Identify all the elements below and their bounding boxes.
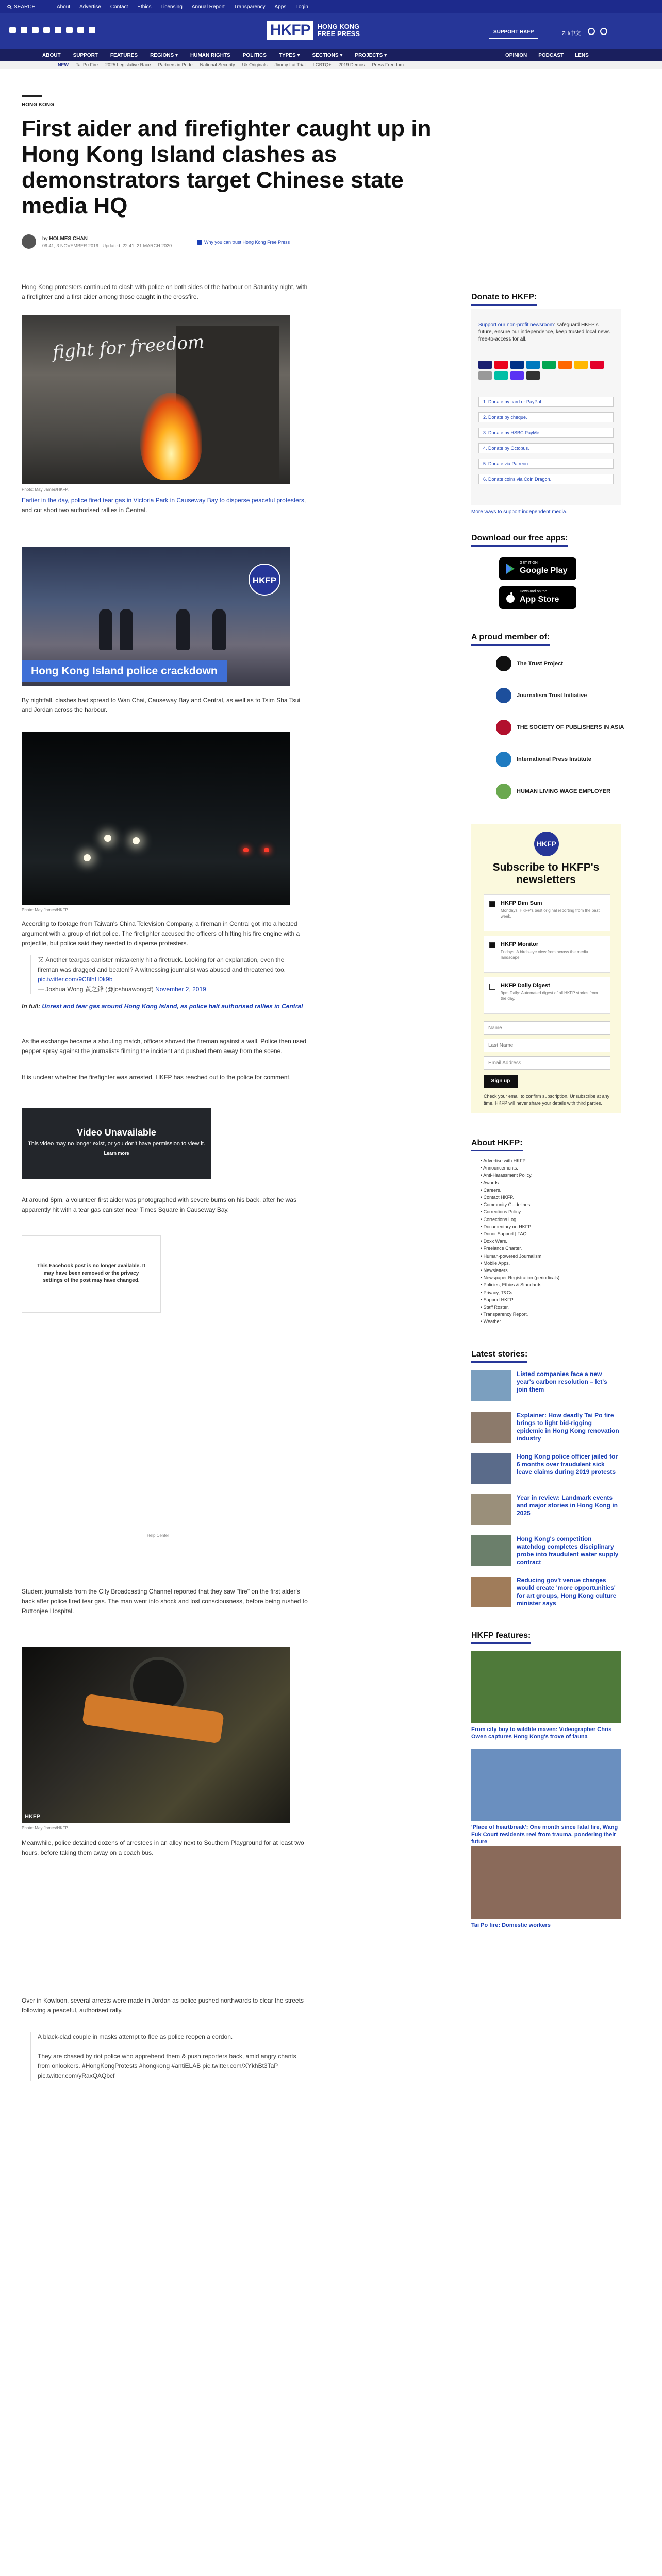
- apps-heading: Download our free apps:: [471, 534, 568, 547]
- latest-story[interactable]: Hong Kong police officer jailed for 6 months over fraudulent sick leave claims during 2019 protests: [471, 1453, 621, 1486]
- nav-types[interactable]: TYPES ▾: [278, 53, 300, 58]
- social-links: [9, 27, 95, 33]
- payment-card-icon: [526, 371, 540, 380]
- payment-card-icon: [510, 361, 524, 369]
- member-trust-project[interactable]: The Trust Project: [496, 653, 563, 674]
- article-paragraph: Earlier in the day, police fired tear gas in Victoria Park in Causeway Bay to disperse peaceful protesters, and cut short two authorised rallies in Central.: [22, 497, 306, 514]
- youtube-icon[interactable]: [66, 27, 73, 33]
- payment-methods: [478, 361, 613, 380]
- video-badge: HKFP: [249, 564, 280, 596]
- payment-card-icon: [494, 361, 508, 369]
- latest-story[interactable]: Listed companies face a new year's carbon resolution – let's join them: [471, 1370, 621, 1403]
- about-link[interactable]: • Advertise with HKFP.: [481, 1157, 620, 1164]
- feature-story[interactable]: 'Place of heartbreak': One month since fatal fire, Wang Fuk Court residents reel from trauma, pondering their future: [471, 1749, 621, 1845]
- about-link[interactable]: • Staff Roster.: [481, 1303, 620, 1311]
- jti-logo-icon: [496, 688, 511, 703]
- google-play-button[interactable]: GET IT ON Google Play: [499, 557, 576, 580]
- donate-option-octopus[interactable]: 4. Donate by Octopus.: [478, 443, 614, 453]
- nav-features[interactable]: FEATURES: [110, 53, 138, 58]
- image-caption: Photo: May James/HKFP.: [22, 1826, 69, 1831]
- trending-bar: [0, 61, 662, 69]
- article-image-riot-police: [22, 1647, 290, 1823]
- more-ways-link[interactable]: More ways to support independent media.: [471, 509, 568, 515]
- tweet-pic-link[interactable]: pic.twitter.com/9C8lhH0k9b: [38, 976, 113, 983]
- search-button[interactable]: [7, 4, 36, 10]
- story-thumbnail: [471, 1494, 511, 1525]
- trending-item[interactable]: National Security: [200, 62, 235, 67]
- embedded-tweet: 又 Another teargas canister mistakenly hit a firetruck. Looking for an explanation, even the fireman was dragged and beaten!? A witnessing journalist was abused and threatened too. pic.twitter.com/9C8lhH0k9b — Joshua Wong 黃之鋒 (@joshuawongcf) November 2, 2019: [30, 955, 298, 994]
- google-play-icon: [505, 563, 516, 574]
- search-label: SEARCH: [14, 4, 36, 10]
- image-figure: [99, 609, 112, 650]
- about-link[interactable]: • Freelance Charter.: [481, 1245, 620, 1252]
- published-date: 09:41, 3 NOVEMBER 2019: [42, 243, 99, 248]
- feature-thumbnail: [471, 1846, 621, 1919]
- in-full-line: In full: Unrest and tear gas around Hong Kong Island, as police halt authorised rallies in Central: [22, 1003, 303, 1010]
- feature-story[interactable]: From city boy to wildlife maven: Videographer Chris Owen captures Hong Kong's trove of fauna: [471, 1651, 621, 1740]
- app-store-button[interactable]: Download on the App Store: [499, 586, 576, 609]
- about-links: [481, 1157, 620, 1326]
- payment-card-icon: [574, 361, 588, 369]
- video-unavailable-title: Video Unavailable: [77, 1127, 156, 1138]
- article-paragraph: By nightfall, clashes had spread to Wan Chai, Causeway Bay and Central, as well as to Tsim Sha Tsui and Jordan across the harbour.: [22, 697, 301, 714]
- living-wage-logo-icon: [496, 784, 511, 799]
- utility-link-contact[interactable]: Contact: [110, 4, 128, 10]
- story-thumbnail: [471, 1535, 511, 1566]
- trust-link[interactable]: Why you can trust Hong Kong Free Press: [197, 240, 290, 245]
- article-paragraph: Hong Kong protesters continued to clash with police on both sides of the harbour on Saturday night, with a firefighter and a first aider among those caught in the crossfire.: [22, 283, 308, 300]
- donate-box: [471, 309, 621, 505]
- member-jti[interactable]: Journalism Trust Initiative: [496, 685, 587, 706]
- last-name-field[interactable]: Last Name: [484, 1039, 610, 1052]
- donate-text: Support our non-profit newsroom: safeguard HKFP's future, ensure our independence, keep trusted local news free-to-access for all.: [478, 322, 610, 342]
- author-line: by HOLMES CHAN: [42, 236, 88, 242]
- newsletter-title: Subscribe to HKFP's newsletters: [492, 861, 600, 886]
- nav-politics[interactable]: POLITICS: [242, 53, 267, 58]
- about-link[interactable]: • Corrections Policy.: [481, 1208, 620, 1215]
- image-taillight: [264, 848, 269, 852]
- payment-card-icon: [478, 371, 492, 380]
- in-full-link[interactable]: Unrest and tear gas around Hong Kong Island, as police halt authorised rallies in Central: [42, 1003, 303, 1010]
- sopa-logo-icon: [496, 720, 511, 735]
- first-name-field[interactable]: Name: [484, 1021, 610, 1035]
- top-utility-bar: [0, 0, 662, 13]
- newsletter-option-daily-digest[interactable]: HKFP Daily Digest 9pm Daily: Automated digest of all HKFP stories from the day.: [484, 977, 610, 1014]
- video-unavailable-text: This video may no longer exist, or you don't have permission to view it.: [28, 1141, 205, 1147]
- nav-sections[interactable]: SECTIONS ▾: [312, 53, 343, 58]
- trending-item[interactable]: 2025 Legislative Race: [105, 62, 151, 67]
- story-thumbnail: [471, 1370, 511, 1401]
- payment-card-icon: [542, 361, 556, 369]
- newsletter-option-monitor[interactable]: HKFP Monitor Fridays: A birds-eye view from across the media landscape.: [484, 936, 610, 973]
- checkbox-unchecked[interactable]: [489, 984, 495, 990]
- brand-actions: [588, 28, 607, 35]
- trending-item[interactable]: 2019 Demos: [338, 62, 365, 67]
- support-hkfp-button[interactable]: SUPPORT HKFP: [489, 26, 538, 39]
- main-navigation: [0, 49, 662, 61]
- image-figure: [212, 609, 226, 650]
- newsletter-signup-button[interactable]: Sign up: [484, 1075, 518, 1088]
- trending-new-label: NEW: [58, 62, 69, 67]
- trending-item[interactable]: LGBTQ+: [312, 62, 332, 67]
- trust-icon: [197, 240, 202, 245]
- trending-item[interactable]: Tai Po Fire: [76, 62, 98, 67]
- payment-card-icon: [526, 361, 540, 369]
- category-rule: [22, 95, 42, 97]
- feature-story[interactable]: Tai Po fire: Domestic workers: [471, 1846, 621, 1929]
- help-center-link[interactable]: Help Center: [147, 1533, 169, 1538]
- image-caption: Photo: May James/HKFP.: [22, 487, 69, 492]
- about-link[interactable]: • Human-powered Journalism.: [481, 1252, 620, 1260]
- about-link[interactable]: • Newspaper Registration (periodicals).: [481, 1274, 620, 1281]
- threads-icon[interactable]: [43, 27, 50, 33]
- donate-option-patreon[interactable]: 5. Donate via Patreon.: [478, 459, 614, 469]
- donate-option-cheque[interactable]: 2. Donate by cheque.: [478, 412, 614, 422]
- brand-header: [0, 13, 662, 49]
- member-heading: A proud member of:: [471, 633, 550, 646]
- video-unavailable-embed: [22, 1108, 211, 1179]
- trending-item[interactable]: Press Freedom: [372, 62, 404, 67]
- nav-opinion[interactable]: OPINION: [505, 53, 527, 58]
- about-link[interactable]: • Weather.: [481, 1318, 620, 1325]
- donate-link[interactable]: Support our non-profit newsroom: [478, 322, 554, 328]
- article-category[interactable]: HONG KONG: [22, 102, 54, 108]
- checkbox-checked[interactable]: [489, 901, 495, 907]
- utility-links: [57, 4, 308, 10]
- utility-link-licensing[interactable]: Licensing: [160, 4, 183, 10]
- member-sopa[interactable]: THE SOCIETY OF PUBLISHERS IN ASIA: [496, 717, 624, 738]
- about-link[interactable]: • Contact HKFP.: [481, 1194, 620, 1201]
- about-link[interactable]: • Awards.: [481, 1179, 620, 1187]
- article-paragraph: It is unclear whether the firefighter was arrested. HKFP has reached out to the police for comment.: [22, 1074, 291, 1081]
- article-image-night-street: [22, 732, 290, 905]
- image-caption: Photo: May James/HKFP.: [22, 908, 69, 912]
- payment-card-icon: [590, 361, 604, 369]
- about-link[interactable]: • Careers.: [481, 1187, 620, 1194]
- article-paragraph: Over in Kowloon, several arrests were made in Jordan as police pushed northwards to clear the streets following a peaceful, authorised rally.: [22, 1997, 304, 2014]
- article-headline: First aider and firefighter caught up in Hong Kong Island clashes as demonstrators target Chinese state media HQ: [22, 116, 432, 218]
- nav-podcast[interactable]: PODCAST: [538, 53, 564, 58]
- article-paragraph: According to footage from Taiwan's China Television Company, a fireman in Central got into a heated argument with a group of riot police. The firefighter accused the officers of hitting his fire engine with a projectile, but police said they needed to disperse protesters.: [22, 920, 300, 947]
- trending-item[interactable]: Partners in Pride: [158, 62, 193, 67]
- nav-projects[interactable]: PROJECTS ▾: [355, 53, 387, 58]
- search-circle-icon[interactable]: [588, 28, 595, 35]
- nav-lens[interactable]: LENS: [575, 53, 589, 58]
- donate-option-payme[interactable]: 3. Donate by HSBC PayMe.: [478, 428, 614, 438]
- instagram-icon[interactable]: [32, 27, 39, 33]
- linkedin-icon[interactable]: [55, 27, 61, 33]
- feature-thumbnail: [471, 1749, 621, 1821]
- newsletter-badge: HKFP: [534, 832, 559, 856]
- article-paragraph: Meanwhile, police detained dozens of arrestees in an alley next to Southern Playground for at least two hours, before taking them away on a coach bus.: [22, 1839, 304, 1856]
- utility-link-apps[interactable]: Apps: [274, 4, 287, 10]
- image-headlight: [84, 854, 91, 861]
- learn-more-link[interactable]: Learn more: [104, 1150, 129, 1156]
- image-taillight: [243, 848, 249, 852]
- story-thumbnail: [471, 1453, 511, 1484]
- features-heading: HKFP features:: [471, 1631, 531, 1644]
- image-flames: [140, 393, 202, 480]
- newsletter-box: [471, 824, 621, 1113]
- telegram-icon[interactable]: [89, 27, 95, 33]
- about-link[interactable]: • Privacy, T&Cs.: [481, 1289, 620, 1296]
- about-link[interactable]: • Community Guidelines.: [481, 1201, 620, 1208]
- donate-option-card[interactable]: 1. Donate by card or PayPal.: [478, 397, 614, 407]
- updated-date: Updated: 22:41, 21 MARCH 2020: [102, 243, 172, 248]
- x-icon[interactable]: [21, 27, 27, 33]
- member-living-wage[interactable]: HUMAN LIVING WAGE EMPLOYER: [496, 781, 610, 802]
- image-watermark: HKFP: [25, 1814, 40, 1820]
- video-banner: Hong Kong Island police crackdown: [22, 660, 227, 682]
- payment-card-icon: [510, 371, 524, 380]
- article-paragraph: Student journalists from the City Broadcasting Channel reported that they saw "fire" on the first aider's back after police fired tear gas. The man went into shock and lost consciousness, before being rushed to Ruttonjee Hospital.: [22, 1588, 308, 1615]
- nav-regions[interactable]: REGIONS ▾: [150, 53, 178, 58]
- nav-human-rights[interactable]: HUMAN RIGHTS: [190, 53, 230, 58]
- logo-words: HONG KONG FREE PRESS: [317, 23, 360, 38]
- utility-link-about[interactable]: About: [57, 4, 71, 10]
- about-link[interactable]: • Newsletters.: [481, 1267, 620, 1274]
- about-link[interactable]: • Support HKFP.: [481, 1296, 620, 1303]
- trust-project-logo-icon: [496, 656, 511, 671]
- payment-card-icon: [494, 371, 508, 380]
- latest-story[interactable]: Year in review: Landmark events and major stories in Hong Kong in 2025: [471, 1494, 621, 1527]
- donate-heading: Donate to HKFP:: [471, 293, 537, 306]
- feature-thumbnail: [471, 1651, 621, 1723]
- facebook-unavailable-embed: [22, 1235, 161, 1313]
- latest-story[interactable]: Reducing gov't venue charges would create 'more opportunities' for art groups, Hong Kong culture minister says: [471, 1577, 621, 1609]
- payment-card-icon: [478, 361, 492, 369]
- checkbox-checked[interactable]: [489, 942, 495, 948]
- latest-heading: Latest stories:: [471, 1350, 527, 1363]
- video-thumbnail[interactable]: [22, 547, 290, 686]
- utility-link-login[interactable]: Login: [295, 4, 308, 10]
- member-ipi[interactable]: International Press Institute: [496, 749, 591, 770]
- about-link[interactable]: • Anti-Harassment Policy.: [481, 1172, 620, 1179]
- article-dates: [42, 243, 172, 248]
- nav-about[interactable]: ABOUT: [42, 53, 61, 58]
- author-avatar: [22, 234, 36, 249]
- latest-story[interactable]: Explainer: How deadly Tai Po fire brings to light bid-rigging epidemic in Hong Kong renovation industry: [471, 1412, 621, 1445]
- article-paragraph: As the exchange became a shouting match, officers shoved the fireman against a wall. Police then used pepper spray against the journalists filming the incident and pushed them away from the scene.: [22, 1038, 307, 1055]
- latest-story[interactable]: Hong Kong's competition watchdog completes disciplinary probe into fraudulent water supply contract: [471, 1535, 621, 1568]
- utility-link-transparency[interactable]: Transparency: [234, 4, 266, 10]
- language-switch[interactable]: ZH/中文: [562, 31, 581, 37]
- facebook-icon[interactable]: [9, 27, 16, 33]
- article-link[interactable]: Earlier in the day, police fired tear gas in Victoria Park in Causeway Bay to disperse peaceful protesters: [22, 497, 304, 504]
- story-thumbnail: [471, 1412, 511, 1443]
- user-icon[interactable]: [600, 28, 607, 35]
- about-link[interactable]: • Announcements.: [481, 1164, 620, 1172]
- newsletter-note: Check your email to confirm subscription. Unsubscribe at any time. HKFP will never share your details with third parties.: [484, 1094, 610, 1106]
- payment-card-icon: [558, 361, 572, 369]
- utility-link-advertise[interactable]: Advertise: [79, 4, 101, 10]
- ipi-logo-icon: [496, 752, 511, 767]
- image-headlight: [133, 837, 140, 844]
- author-name[interactable]: HOLMES CHAN: [49, 236, 88, 242]
- about-link[interactable]: • Mobile Apps.: [481, 1260, 620, 1267]
- facebook-unavailable-text: This Facebook post is no longer available. It may have been removed or the privacy settings of the post may have changed.: [37, 1263, 146, 1283]
- email-field[interactable]: Email Address: [484, 1056, 610, 1070]
- about-link[interactable]: • Donor Support | FAQ.: [481, 1230, 620, 1238]
- about-link[interactable]: • Policies, Ethics & Standards.: [481, 1281, 620, 1289]
- byline: [22, 234, 455, 253]
- logo-mark: HKFP: [267, 21, 313, 40]
- about-link[interactable]: • Transparency Report.: [481, 1311, 620, 1318]
- about-link[interactable]: • Doxx Wars.: [481, 1238, 620, 1245]
- trending-item[interactable]: Uk Originals: [242, 62, 268, 67]
- article-image-fire: [22, 315, 290, 484]
- about-link[interactable]: • Corrections Log.: [481, 1216, 620, 1223]
- image-figure: [176, 609, 190, 650]
- image-headlight: [104, 835, 111, 842]
- tweet-date-link[interactable]: November 2, 2019: [155, 986, 206, 993]
- embedded-tweet: A black-clad couple in masks attempt to flee as police reopen a cordon. They are chased by riot police who apprehend them & push reporters back, amid angry chants from onlookers. #HongKongProtests #hongkong #antiELAB pic.twitter.com/XYkhBt3TaP pic.twitter.com/yRaxQAQbcf: [30, 2032, 298, 2081]
- image-figure: [120, 609, 133, 650]
- about-heading: About HKFP:: [471, 1139, 523, 1151]
- site-logo[interactable]: [267, 21, 360, 40]
- utility-link-annual-report[interactable]: Annual Report: [191, 4, 225, 10]
- trending-item[interactable]: Jimmy Lai Trial: [274, 62, 306, 67]
- article-paragraph: At around 6pm, a volunteer first aider was photographed with severe burns on his back, after he was apparently hit with a tear gas canister near Times Square in Causeway Bay.: [22, 1196, 296, 1213]
- email-icon[interactable]: [77, 27, 84, 33]
- utility-link-ethics[interactable]: Ethics: [137, 4, 152, 10]
- search-icon: [7, 5, 12, 9]
- donate-option-coins[interactable]: 6. Donate coins via Coin Dragon.: [478, 474, 614, 484]
- nav-support[interactable]: SUPPORT: [73, 53, 98, 58]
- apple-icon: [505, 592, 516, 603]
- story-thumbnail: [471, 1577, 511, 1607]
- about-link[interactable]: • Documentary on HKFP.: [481, 1223, 620, 1230]
- newsletter-option-dim-sum[interactable]: HKFP Dim Sum Mondays: HKFP's best original reporting from the past week.: [484, 894, 610, 931]
- image-graffiti: fight for freedom: [52, 331, 205, 363]
